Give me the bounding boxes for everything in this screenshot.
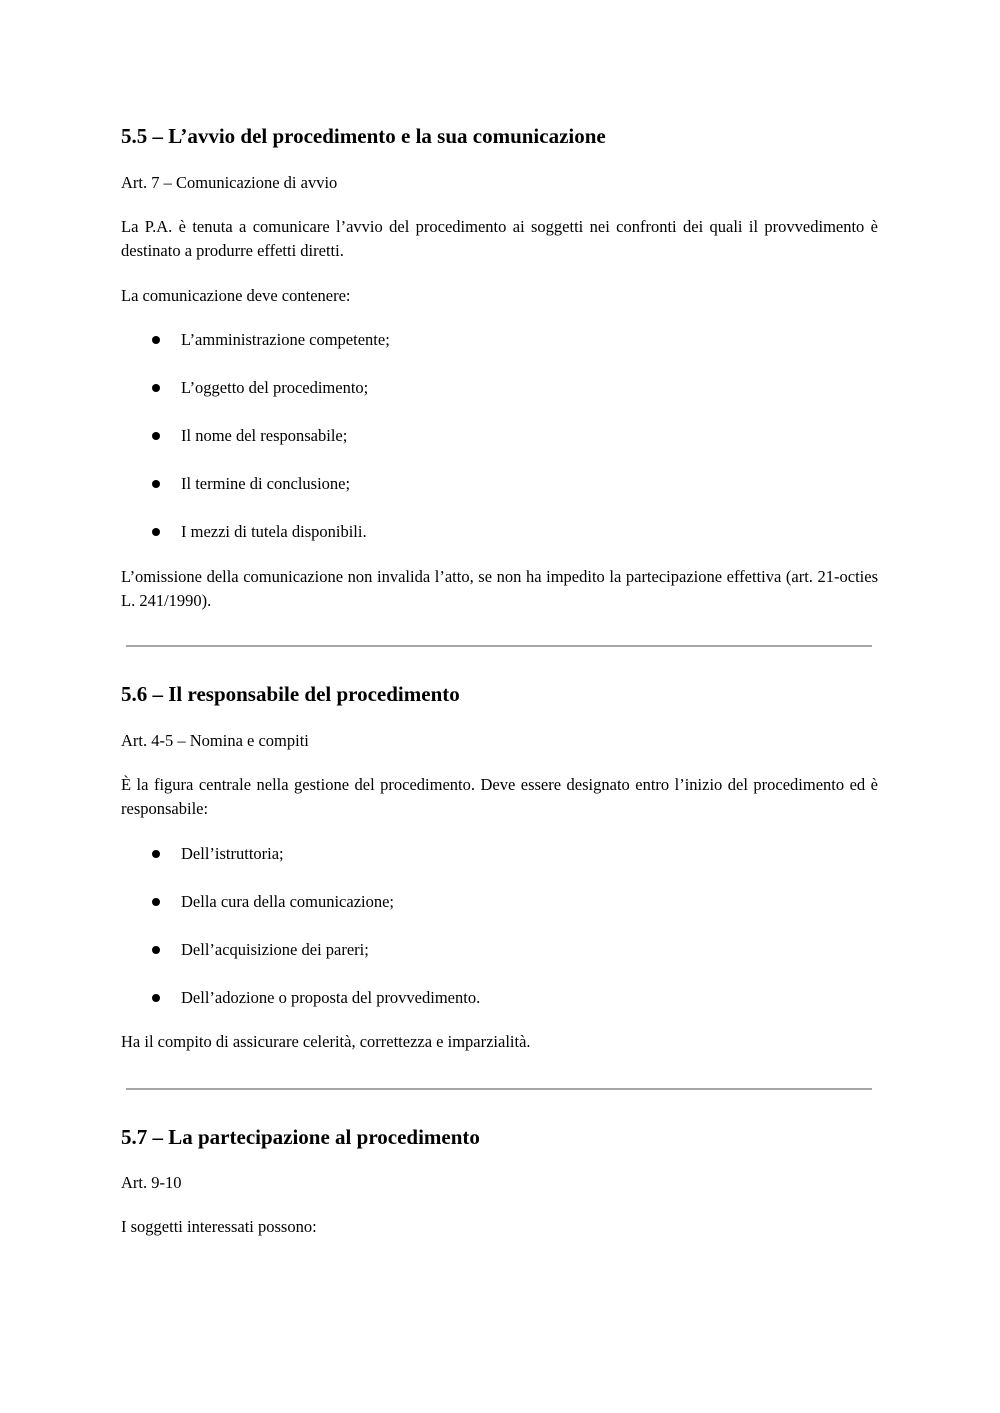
section-divider [126,1088,872,1090]
paragraph: È la figura centrale nella gestione del procedimento. Deve essere designato entro l’inizio del procedimento ed è responsabile: [121,775,878,818]
list-item-text: Della cura della comunicazione; [181,892,395,911]
article-reference: Art. 7 – Comunicazione di avvio [121,173,338,192]
list-item [152,890,872,938]
article-reference: Art. 9-10 [121,1173,182,1192]
section-heading-5-7: 5.7 – La partecipazione al procedimento [121,1125,480,1149]
bullet-icon [152,994,160,1002]
list-intro: La comunicazione deve contenere: [121,286,351,305]
list-item [152,472,872,520]
section-heading-5-5: 5.5 – L’avvio del procedimento e la sua comunicazione [121,124,606,148]
bullet-icon [152,432,160,440]
bullet-icon [152,528,160,536]
bullet-icon [152,850,160,858]
paragraph: Ha il compito di assicurare celerità, correttezza e imparzialità. [121,1032,531,1051]
paragraph: La P.A. è tenuta a comunicare l’avvio del procedimento ai soggetti nei confronti dei quali il provvedimento è destinato a produrre effetti diretti. [121,217,878,260]
list-item-text: Dell’istruttoria; [181,844,284,863]
bullet-list [152,842,872,1034]
list-item [152,376,872,424]
article-reference: Art. 4-5 – Nomina e compiti [121,731,309,750]
list-item [152,424,872,472]
paragraph: I soggetti interessati possono: [121,1217,317,1236]
list-item-text: Il termine di conclusione; [181,474,351,493]
list-item-text: L’oggetto del procedimento; [181,378,369,397]
bullet-icon [152,336,160,344]
list-item-text: Dell’acquisizione dei pareri; [181,940,369,959]
list-item [152,938,872,986]
bullet-icon [152,946,160,954]
list-item-text: I mezzi di tutela disponibili. [181,522,367,541]
list-item-text: Il nome del responsabile; [181,426,348,445]
list-item [152,328,872,376]
list-item [152,986,872,1034]
list-item [152,520,872,568]
section-heading-5-6: 5.6 – Il responsabile del procedimento [121,682,460,706]
bullet-icon [152,480,160,488]
bullet-list [152,328,872,568]
list-item-text: L’amministrazione competente; [181,330,390,349]
bullet-icon [152,898,160,906]
list-item-text: Dell’adozione o proposta del provvedimento. [181,988,481,1007]
bullet-icon [152,384,160,392]
paragraph: L’omissione della comunicazione non invalida l’atto, se non ha impedito la partecipazione effettiva (art. 21-octies L. 241/1990). [121,567,878,610]
section-divider [126,645,872,647]
list-item [152,842,872,890]
